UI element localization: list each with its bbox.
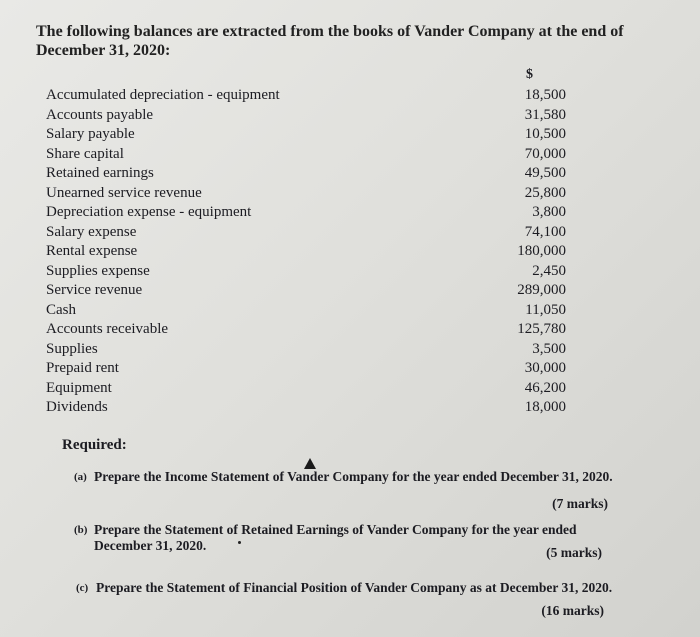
ledger-amount: 70,000	[524, 145, 566, 162]
ledger-row	[46, 146, 566, 166]
requirement-letter: (a)	[74, 471, 87, 483]
ledger-row	[46, 204, 566, 224]
ledger-row	[46, 282, 566, 302]
requirement-text: Prepare the Statement of Retained Earnings of Vander Company for the year ended December 31, 2020.	[94, 522, 577, 553]
requirement-marks: (16 marks)	[541, 603, 604, 618]
stray-dot-mark	[238, 541, 241, 544]
ledger-row	[46, 107, 566, 127]
ledger-amount: 3,500	[532, 340, 566, 357]
ledger-label: Supplies expense	[46, 262, 150, 279]
ledger-label: Dividends	[46, 399, 108, 415]
ledger-row	[46, 360, 566, 380]
ledger-row	[46, 321, 566, 341]
ledger-row	[46, 185, 566, 205]
currency-header: $	[526, 67, 533, 82]
ledger-amount: 18,500	[524, 87, 566, 103]
ledger-label: Salary expense	[46, 223, 137, 240]
ledger-label: Accounts payable	[46, 106, 154, 123]
ledger-row	[46, 87, 566, 107]
ledger-amount: 74,100	[524, 223, 566, 240]
requirement-letter: (c)	[76, 582, 89, 594]
ledger-label: Service revenue	[46, 282, 143, 298]
ledger-label: Salary payable	[46, 126, 135, 142]
requirement-marks: (7 marks)	[552, 496, 608, 511]
ledger-row	[46, 126, 566, 146]
ledger-label: Equipment	[46, 379, 112, 396]
required-heading: Required:	[62, 437, 127, 453]
ledger-amount: 10,500	[524, 126, 566, 142]
ledger-row	[46, 399, 566, 419]
ledger-amount: 125,780	[517, 321, 566, 337]
pointer-cursor-icon	[304, 458, 316, 469]
intro-paragraph: The following balances are extracted from the books of Vander Company at the end of December 31, 2020:	[36, 23, 624, 59]
ledger-amount: 30,000	[524, 360, 566, 376]
ledger-label: Share capital	[46, 145, 124, 162]
requirement-marks: (5 marks)	[546, 545, 602, 560]
ledger-amount: 289,000	[517, 282, 566, 298]
ledger-amount: 180,000	[517, 243, 566, 259]
ledger-label: Depreciation expense - equipment	[46, 204, 252, 220]
ledger-amount: 31,580	[524, 106, 566, 123]
ledger-amount: 49,500	[524, 165, 566, 181]
ledger-label: Cash	[46, 301, 76, 318]
ledger-label: Retained earnings	[46, 165, 154, 181]
ledger-amount: 3,800	[532, 204, 566, 220]
ledger-row	[46, 243, 566, 263]
ledger-label: Rental expense	[46, 243, 138, 259]
ledger-label: Accumulated depreciation - equipment	[46, 87, 280, 103]
ledger-row	[46, 341, 566, 361]
requirement-letter: (b)	[74, 524, 88, 536]
ledger-row	[46, 165, 566, 185]
ledger-amount: 11,050	[525, 301, 566, 318]
ledger-table	[46, 87, 566, 419]
ledger-label: Prepaid rent	[46, 360, 119, 376]
ledger-row	[46, 302, 566, 322]
ledger-row	[46, 263, 566, 283]
ledger-label: Unearned service revenue	[46, 184, 202, 201]
ledger-amount: 46,200	[524, 379, 566, 396]
ledger-row	[46, 380, 566, 400]
requirement-text: Prepare the Statement of Financial Position of Vander Company as at December 31, 2020.	[96, 580, 613, 595]
ledger-amount: 18,000	[524, 399, 566, 415]
ledger-label: Supplies	[46, 340, 98, 357]
ledger-row	[46, 224, 566, 244]
requirement-text: Prepare the Income Statement of Vander Company for the year ended December 31, 2020.	[94, 469, 613, 484]
ledger-amount: 25,800	[524, 184, 566, 201]
ledger-label: Accounts receivable	[46, 321, 169, 337]
ledger-amount: 2,450	[532, 262, 566, 279]
